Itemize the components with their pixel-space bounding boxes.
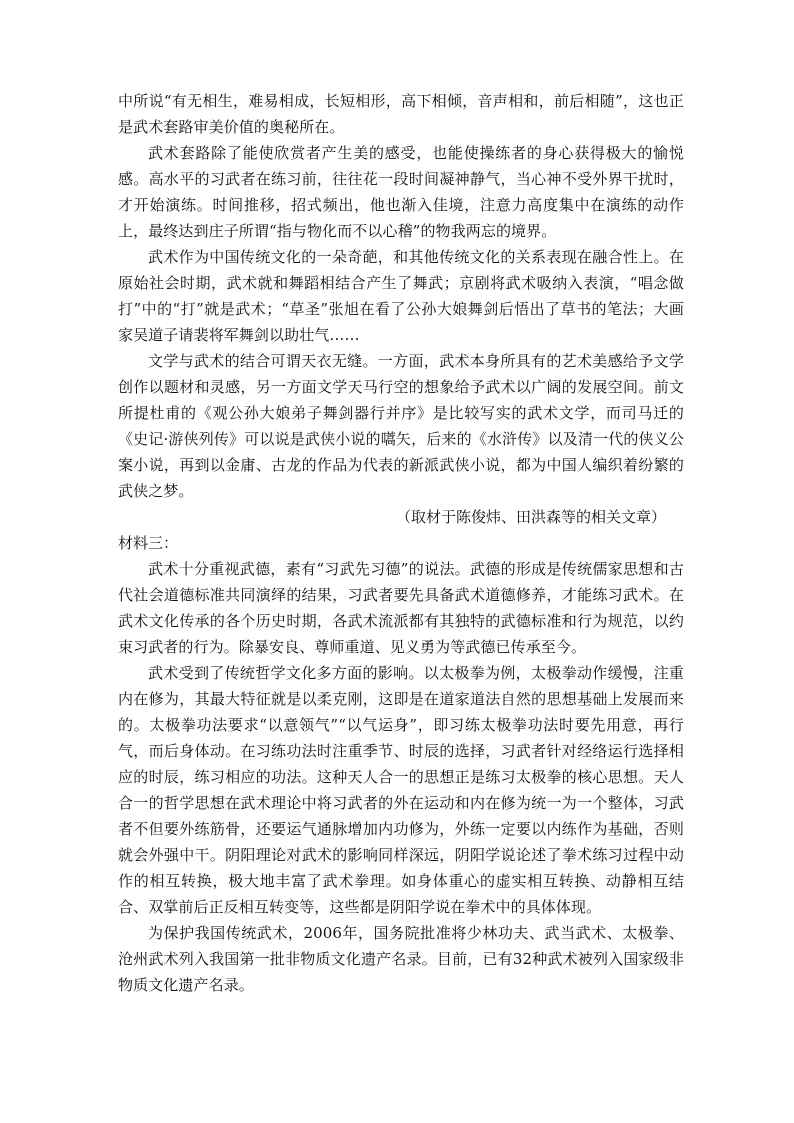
- material-three-heading: 材料三：: [118, 534, 179, 552]
- paragraph-practitioner-pleasure: 武术套路除了能使欣赏者产生美的感受，也能使操练者的身心获得极大的愉悦感。高水平的习武者在练习前，往往花一段时间凝神静气，当心神不受外界干扰时，才开始演练。时间推移，招式频出，他也渐入佳境，注意力高度集中在演练的动作上，最终达到庄子所谓“指与物化而不以心稽”的物我两忘的境界。: [118, 144, 684, 240]
- document-page: [118, 88, 684, 998]
- paragraph-literature-and-martial-arts: 文学与武术的结合可谓天衣无缝。一方面，武术本身所具有的艺术美感给予文学创作以题材和灵感，另一方面文学天马行空的想象给予武术以广阔的发展空间。前文所提杜甫的《观公孙大娘弟子舞剑器行并序》是比较写实的武术文学，而司马迁的《史记·游侠列传》可以说是武侠小说的嚆矢，后来的《水浒传》以及清一代的侠义公案小说，再到以金庸、古龙的作品为代表的新派武侠小说，都为中国人编织着纷繁的武侠之梦。: [118, 352, 684, 500]
- paragraph-philosophy-influence: 武术受到了传统哲学文化多方面的影响。以太极拳为例，太极拳动作缓慢，注重内在修为，其最大特征就是以柔克刚，这即是在道家道法自然的思想基础上发展而来的。太极拳功法要求“以意领气”“以气运身”，即习练太极拳功法时要先用意，再行气，而后身体动。在习练功法时注重季节、时辰的选择，习武者针对经络运行选择相应的时辰，练习相应的功法。这种天人合一的思想正是练习太极拳的核心思想。天人合一的哲学思想在武术理论中将习武者的外在运动和内在修为统一为一个整体，习武者不但要外练筋骨，还要运气通脉增加内功修为，外练一定要以内练作为基础，否则就会外强中干。阴阳理论对武术的影响同样深远，阴阳学说论述了拳术练习过程中动作的相互转换，极大地丰富了武术拳理。如身体重心的虚实相互转换、动静相互结合、双掌前后正反相互转变等，这些都是阴阳学说在拳术中的具体体现。: [118, 664, 684, 916]
- paragraph-cultural-fusion: 武术作为中国传统文化的一朵奇葩，和其他传统文化的关系表现在融合性上。在原始社会时期，武术就和舞蹈相结合产生了舞武；京剧将武术吸纳入表演，“唱念做打”中的“打”就是武术；“草圣”张旭在看了公孙大娘舞剑后悟出了草书的笔法；大画家吴道子请裴将军舞剑以助壮气……: [118, 248, 684, 344]
- paragraph-heritage-protection: 为保护我国传统武术，2006年，国务院批准将少林功夫、武当武术、太极拳、沧州武术列入我国第一批非物质文化遗产名录。目前，已有32种武术被列入国家级非物质文化遗产名录。: [118, 924, 684, 994]
- source-note: （取材于陈俊炜、田洪森等的相关文章）: [395, 508, 666, 526]
- paragraph-martial-ethics: 武术十分重视武德，素有“习武先习德”的说法。武德的形成是传统儒家思想和古代社会道德标准共同演绎的结果，习武者要先具备武术道德修养，才能练习武术。在武术文化传承的各个历史时期，各武术流派都有其独特的武德标准和行为规范，以约束习武者的行为。除暴安良、尊师重道、见义勇为等武德已传承至今。: [118, 560, 684, 656]
- paragraph-continuation: 中所说“有无相生，难易相成，长短相形，高下相倾，音声相和，前后相随”，这也正是武术套路审美价值的奥秘所在。: [118, 92, 684, 136]
